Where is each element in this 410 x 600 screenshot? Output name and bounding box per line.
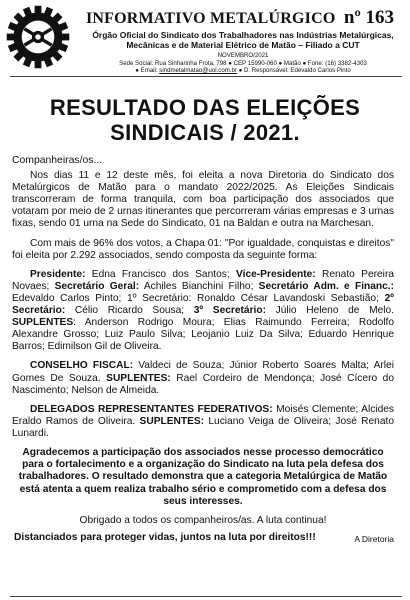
vice-president-name: Renato Pereira Novaes; — [12, 268, 395, 292]
issue-number: nº 163 — [343, 7, 394, 28]
general-secretary-label: Secretário Geral: — [54, 280, 140, 292]
issue-date: NOVEMBRO/2021 — [217, 52, 269, 59]
admin-secretary-name: Edevaldo Carlos Pinto; 1º Secretário: Ronaldo César Lavandoski Sebastião; — [12, 292, 385, 304]
fiscal-council-label: CONSELHO FISCAL: — [30, 360, 134, 372]
header-divider — [10, 76, 402, 77]
board-members — [12, 269, 394, 354]
slogan: Distanciados para proteger vidas, juntos na luta por direitos!!! — [14, 532, 316, 544]
federative-delegates-label: DELEGADOS REPRESENTANTES FEDERATIVOS: — [30, 403, 273, 415]
board-substitutes-list: : Anderson Rodrigo Moura; Elias Raimundo Ferreira; Rodolfo Alexandre Grosso; Luiz Paulo Silva; Leojanio Luiz Da Silva; Eduardo Henrique Barros; Edimilson Gil de Oliveira. — [12, 317, 394, 353]
president-name: Edna Francisco dos Santos; — [85, 268, 237, 280]
fiscal-council — [12, 360, 394, 396]
signature: A Diretoria — [354, 534, 394, 545]
union-gear-logo — [4, 3, 72, 71]
thanks-line: Obrigado a todos os companheiros/as. A luta continua! — [79, 514, 327, 526]
headline-line-2: SINDICAIS / 2021. — [110, 120, 300, 145]
contact-line — [80, 67, 406, 75]
paragraph-election-info: Nos dias 11 e 12 deste mês, foi eleita a nova Diretoria do Sindicato dos Metalúrgicos de Matão para o mandato 2022/2025. As Eleições Sindicais transcorreram de forma tranquila, com boa participação dos associados que votaram por meio de 2 urnas itinerantes que percorreram várias empresas e 3 urnas fixas, sendo 01 urna na Sede do Sindicato, 01 na Baldan e outra na Marchesan. — [12, 170, 394, 230]
organization-description — [80, 30, 406, 50]
second-secretary-label: 2º Secretário: — [12, 292, 394, 317]
third-secretary-name: Júlio Heleno de Melo. — [266, 305, 394, 317]
federative-substitutes-label: SUPLENTES: — [139, 415, 205, 427]
fiscal-council-members: Valdeci de Souza; Júnior Roberto Soares Malta; Arlei Gomes De Souza. — [12, 360, 394, 384]
masthead — [86, 7, 404, 30]
general-secretary-name: Achiles Bianchini Filho; — [139, 280, 259, 292]
org-line-2: Mecânicas e de Material Elétrico de Matão – Filiado a CUT — [126, 40, 360, 50]
admin-secretary-label: Secretário Adm. e Financ.: — [258, 280, 395, 292]
closing-statement: Agradecemos a participação dos associados nesse processo democrático para o fortalecimento e a organização do Sindicato na luta pela defesa dos trabalhadores. O resultado demonstra que a categoria Metalúrgica de Matão está atenta a quem realiza trabalho sério e comprometido com a defesa dos seus interesses. — [18, 446, 388, 507]
salutation: Companheiras/os... — [12, 155, 103, 166]
email-link[interactable]: sindmetalmatao@uol.com.br — [159, 67, 237, 74]
org-line-1: Órgão Oficial do Sindicato dos Trabalhadores nas Indústrias Metalúrgicas, — [92, 30, 394, 40]
headline — [0, 95, 410, 145]
address-line: Sede Social: Rua Sinharinha Frota, 798 ● CEP 15990-060 ● Matão ● Fone: (16) 3382-4303 — [119, 59, 367, 67]
newsletter-header — [0, 0, 410, 78]
responsible-director: ● D. Responsável: Edevaldo Carlos Pinto — [238, 67, 351, 74]
fiscal-substitutes-label: SUPLENTES: — [106, 372, 171, 384]
article-footer — [12, 532, 394, 546]
federative-substitutes-list: Luciano Veiga de Oliveira; José Renato Lunardi. — [12, 415, 395, 439]
federative-delegates — [12, 404, 394, 440]
email-label: ● Email: — [135, 67, 158, 74]
header-meta — [80, 52, 406, 75]
third-secretary-label: 3º Secretário: — [193, 305, 267, 317]
headline-line-1: RESULTADO DAS ELEIÇÕES — [49, 95, 361, 120]
article-body — [12, 155, 394, 546]
newsletter-title: INFORMATIVO METALÚRGICO — [86, 10, 336, 27]
paragraph-vote-result: Com mais de 96% dos votos, a Chapa 01: "Por igualdade, conquistas e direitos" foi eleita por 2.292 associados, sendo composta da seguinte forma: — [12, 237, 394, 261]
board-substitutes-label: SUPLENTES — [12, 317, 74, 329]
second-secretary-name: Célio Ricardo Sousa; — [65, 305, 194, 317]
federative-delegates-members: Moisés Clemente; Alcides Eraldo Ramos de Oliveira. — [12, 403, 394, 427]
footer-divider — [10, 596, 402, 597]
fiscal-substitutes-list: Rael Cordeiro de Mendonça; José Cícero do Nascimento; Nelson de Almeida. — [12, 372, 394, 396]
president-label: Presidente: — [30, 268, 86, 280]
vice-president-label: Vice-Presidente: — [236, 268, 316, 280]
